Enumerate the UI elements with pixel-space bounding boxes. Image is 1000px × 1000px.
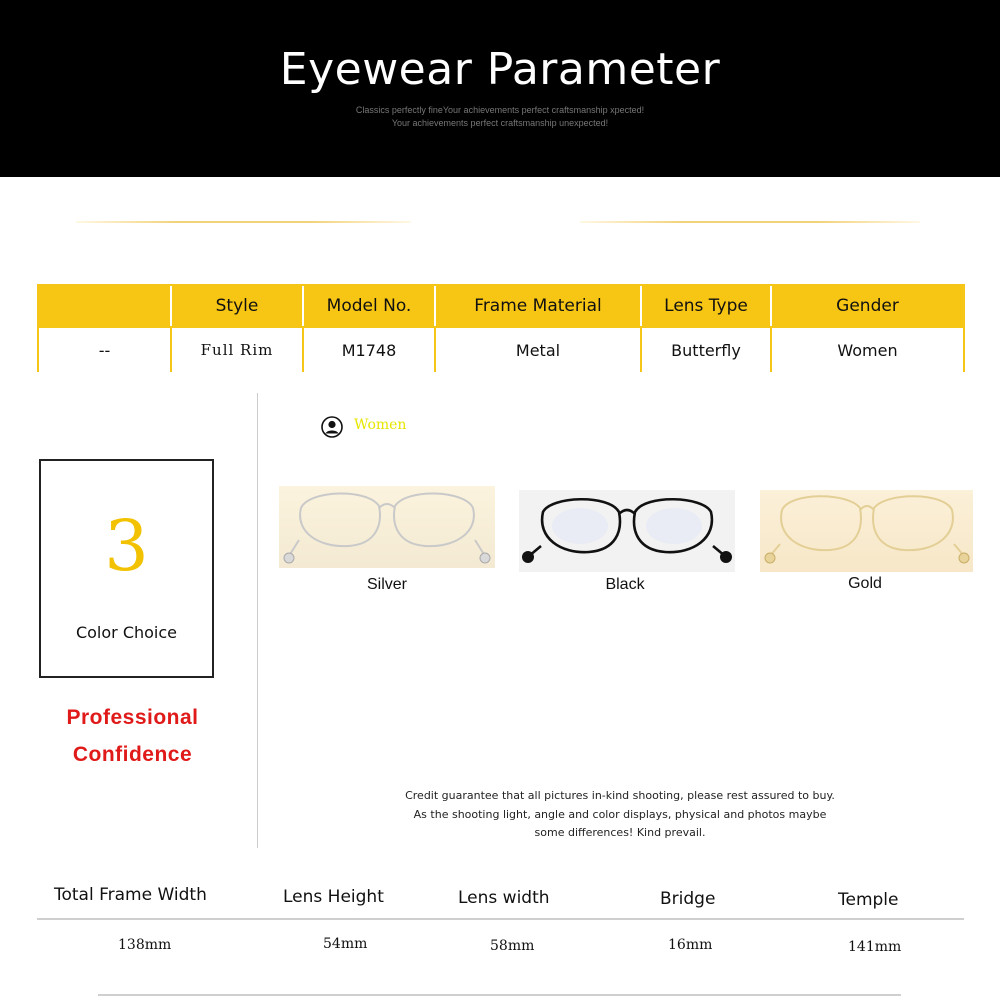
- spec-header-cell: [39, 286, 172, 326]
- tagline-2: Your achievements perfect craftsmanship unexpected!: [391, 118, 609, 128]
- size-table-rule: [37, 918, 964, 920]
- spec-header-material: Frame Material: [436, 286, 642, 326]
- note-line-2: As the shooting light, angle and color displays, physical and photos maybe: [413, 808, 827, 821]
- spec-table: [37, 284, 965, 372]
- spec-value-placeholder: --: [39, 328, 172, 372]
- size-value-frame-width: 138mm: [118, 937, 172, 953]
- divider-right: [580, 221, 920, 223]
- spec-value-row: [39, 326, 963, 372]
- spec-header-lens-type: Lens Type: [642, 286, 772, 326]
- spec-header-style: Style: [172, 286, 304, 326]
- size-value-lens-width: 58mm: [490, 938, 535, 954]
- bottom-rule: [98, 994, 901, 996]
- size-value-bridge: 16mm: [668, 937, 713, 953]
- spec-value-lens-type: Butterfly: [642, 328, 772, 372]
- spec-header-model: Model No.: [304, 286, 436, 326]
- frame-color-silver: Silver: [366, 576, 407, 593]
- frame-thumbnail-black: [519, 490, 735, 572]
- size-value-lens-height: 54mm: [323, 936, 368, 952]
- color-count: 3: [104, 505, 149, 587]
- spec-header-gender: Gender: [836, 296, 899, 316]
- slogan-line-1: Professional: [66, 706, 199, 729]
- gender-label: Women: [354, 417, 407, 433]
- frame-thumbnail-gold: [760, 490, 973, 572]
- vertical-divider: [257, 393, 258, 848]
- size-header-bridge: Bridge: [660, 889, 716, 909]
- size-header-lens-width: Lens width: [458, 888, 550, 908]
- tagline-1: Classics perfectly fineYour achievements perfect craftsmanship xpected!: [355, 105, 645, 115]
- color-choice-label: Color Choice: [75, 623, 178, 642]
- color-choice-box: [39, 459, 214, 678]
- header-banner: [0, 0, 1000, 177]
- page-title: Eyewear Parameter: [279, 44, 721, 95]
- spec-header-row: [39, 286, 963, 326]
- frame-thumbnail-silver: [279, 486, 495, 568]
- size-header-temple: Temple: [838, 890, 899, 910]
- spec-value-style: Full Rim: [172, 328, 304, 372]
- divider-left: [76, 221, 411, 223]
- user-icon: [321, 416, 343, 438]
- spec-value-gender: Women: [837, 340, 898, 360]
- size-header-lens-height: Lens Height: [283, 887, 384, 907]
- size-header-frame-width: Total Frame Width: [54, 885, 207, 905]
- note-line-1: Credit guarantee that all pictures in-kind shooting, please rest assured to buy.: [405, 789, 835, 802]
- frame-color-gold: Gold: [848, 575, 882, 592]
- size-value-temple: 141mm: [848, 939, 902, 955]
- frame-color-black: Black: [605, 576, 645, 593]
- slogan-line-2: Confidence: [72, 743, 193, 766]
- spec-value-model: M1748: [304, 328, 436, 372]
- note-line-3: some differences! Kind prevail.: [534, 826, 706, 839]
- spec-value-material: Metal: [436, 328, 642, 372]
